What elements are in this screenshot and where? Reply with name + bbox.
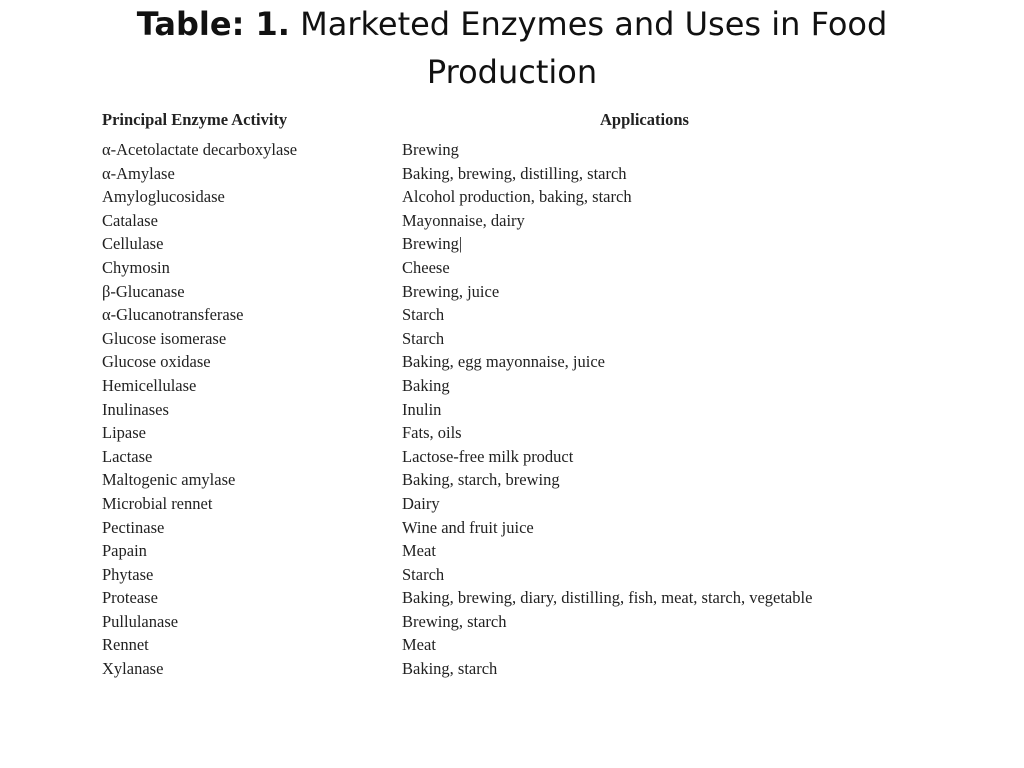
table-row: [102, 185, 922, 209]
enzyme-application: Starch: [402, 328, 445, 348]
enzyme-name: α-Amylase: [102, 163, 175, 183]
enzyme-application: Brewing, starch: [402, 611, 507, 631]
enzyme-application: Wine and fruit juice: [402, 517, 534, 537]
enzyme-application: Mayonnaise, dairy: [402, 210, 525, 230]
header-enzyme-activity: Principal Enzyme Activity: [102, 110, 288, 129]
enzyme-application: Meat: [402, 541, 436, 561]
enzyme-name: Rennet: [102, 635, 149, 655]
enzyme-application: Cheese: [402, 257, 450, 277]
enzyme-application: Brewing, juice: [402, 281, 500, 301]
enzyme-name: Papain: [102, 541, 147, 561]
table-row: [102, 232, 922, 256]
table-row: [102, 539, 922, 563]
enzyme-name: Lactase: [102, 446, 153, 466]
enzyme-name: α-Acetolactate decarboxylase: [102, 140, 298, 159]
title-line2: Production: [426, 53, 598, 91]
enzyme-name: Xylanase: [102, 659, 164, 679]
table-row: [102, 162, 922, 186]
table-row: [102, 350, 922, 374]
enzyme-application: Inulin: [402, 399, 442, 419]
enzyme-name: Cellulase: [102, 234, 164, 254]
enzyme-name: Microbial rennet: [102, 493, 213, 513]
enzyme-application: Brewing|: [402, 234, 463, 254]
table-row: [102, 280, 922, 304]
page-title: [0, 0, 1024, 96]
enzyme-name: Lipase: [102, 423, 146, 443]
enzyme-application: Brewing: [402, 140, 459, 159]
table-row: [102, 327, 922, 351]
enzyme-name: Maltogenic amylase: [102, 470, 236, 490]
enzyme-name: Pectinase: [102, 517, 165, 537]
enzyme-application: Baking, brewing, distilling, starch: [402, 163, 627, 183]
table-row: [102, 492, 922, 516]
enzyme-application: Fats, oils: [402, 423, 462, 443]
table-row: [102, 421, 922, 445]
enzyme-application: Lactose-free milk product: [402, 446, 574, 466]
enzyme-application: Baking, starch, brewing: [402, 470, 560, 490]
table-row: [102, 398, 922, 422]
table-body: [102, 138, 922, 681]
table-row: [102, 610, 922, 634]
table-row: [102, 657, 922, 681]
table-row: [102, 445, 922, 469]
enzyme-application: Baking: [402, 375, 450, 395]
enzyme-name: β-Glucanase: [102, 281, 185, 301]
enzyme-application: Meat: [402, 635, 436, 655]
table-row: [102, 586, 922, 610]
table-row: [102, 138, 922, 162]
table-row: [102, 256, 922, 280]
enzyme-name: Catalase: [102, 210, 158, 230]
enzyme-name: Chymosin: [102, 257, 170, 277]
table-row: [102, 633, 922, 657]
enzyme-application: Starch: [402, 564, 445, 584]
title-line1: Marketed Enzymes and Uses in Food: [289, 5, 888, 43]
table-row: [102, 468, 922, 492]
table-row: [102, 209, 922, 233]
enzyme-application: Alcohol production, baking, starch: [402, 187, 632, 207]
enzyme-name: Glucose isomerase: [102, 328, 227, 348]
enzyme-application: Starch: [402, 305, 445, 325]
table-row: [102, 516, 922, 540]
enzyme-application: Baking, egg mayonnaise, juice: [402, 352, 605, 372]
header-applications: Applications: [600, 110, 689, 129]
enzyme-name: Glucose oxidase: [102, 352, 211, 372]
enzyme-name: Protease: [102, 588, 158, 608]
enzyme-name: Inulinases: [102, 399, 169, 419]
table-header-row: [102, 110, 922, 138]
enzyme-name: Pullulanase: [102, 611, 179, 631]
table-row: [102, 303, 922, 327]
enzyme-name: Phytase: [102, 564, 154, 584]
enzyme-name: Hemicellulase: [102, 375, 197, 395]
title-bold-label: Table: 1.: [136, 5, 290, 43]
table-row: [102, 563, 922, 587]
enzyme-name: Amyloglucosidase: [102, 187, 225, 207]
enzyme-table: [102, 110, 922, 679]
enzyme-application: Dairy: [402, 493, 440, 513]
enzyme-name: α-Glucanotransferase: [102, 305, 244, 325]
enzyme-application: Baking, brewing, diary, distilling, fish, meat, starch, vegetable: [402, 588, 813, 608]
table-row: [102, 374, 922, 398]
enzyme-application: Baking, starch: [402, 659, 498, 679]
